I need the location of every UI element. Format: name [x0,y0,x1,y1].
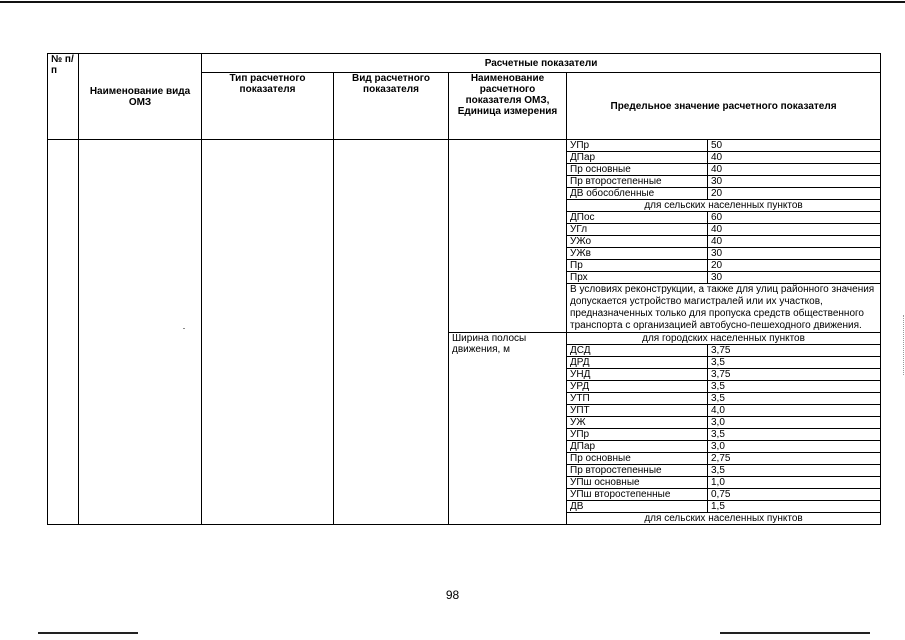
cell-value: 50 [708,140,881,152]
header-indicator-name: Наименование расчетного показателя ОМЗ, Единица измерения [449,73,567,140]
cell-value: 3,5 [708,357,881,369]
table-row [48,140,881,152]
cell-label: ДПар [567,441,708,453]
cell-label: УЖв [567,248,708,260]
cell-oms-type-empty [79,140,202,525]
scan-edge-top [0,1,905,3]
cell-lane-width: Ширина полосы движения, м [449,333,567,525]
cell-value: 3,5 [708,465,881,477]
header-calc-indicators: Расчетные показатели [202,54,881,73]
cell-label: ДВ обособленные [567,188,708,200]
cell-value: 3,5 [708,429,881,441]
scan-edge-bottom-right [720,632,870,634]
cell-label: УЖ [567,417,708,429]
cell-label: УПр [567,429,708,441]
cell-indicator-name-empty [449,140,567,333]
cell-value: 3,0 [708,441,881,453]
cell-label: УПТ [567,405,708,417]
cell-value: 40 [708,236,881,248]
header-indicator-kind: Вид расчетного показателя [334,73,449,140]
cell-no-empty [48,140,79,525]
cell-label: УТП [567,393,708,405]
cell-value: 30 [708,176,881,188]
cell-value: 20 [708,188,881,200]
cell-value: 1,0 [708,477,881,489]
cell-label: УПш основные [567,477,708,489]
cell-value: 1,5 [708,501,881,513]
cell-value: 3,75 [708,345,881,357]
cell-value: 2,75 [708,453,881,465]
cell-label: ДПар [567,152,708,164]
cell-label: УПш второстепенные [567,489,708,501]
cell-label: ДРД [567,357,708,369]
cell-label: Пр второстепенные [567,176,708,188]
cell-label: ДПос [567,212,708,224]
cell-label: УПр [567,140,708,152]
cell-value: 40 [708,224,881,236]
cell-label: Пр [567,260,708,272]
rural-heading: для сельских населенных пунктов [567,200,881,212]
cell-value: 3,5 [708,393,881,405]
header-no: № п/п [48,54,79,140]
cell-value: 60 [708,212,881,224]
header-oms-type: Наименование вида ОМЗ [79,54,202,140]
cell-label: Прх [567,272,708,284]
cell-value: 0,75 [708,489,881,501]
reconstruction-note: В условиях реконструкции, а также для улиц районного значения допускается устройство магистралей или их участков, предназначенных только для пропуска средств общественного транспорта с организацией автобусно-пешеходного движения. [567,284,881,333]
scan-edge-bottom-left [38,632,138,634]
cell-value: 40 [708,164,881,176]
cell-value: 3,75 [708,369,881,381]
cell-indicator-type-empty [202,140,334,525]
cell-label: УЖо [567,236,708,248]
page-number: 98 [445,588,460,602]
urban-heading: для городских населенных пунктов [567,333,881,345]
cell-value: 3,5 [708,381,881,393]
header-indicator-type: Тип расчетного показателя [202,73,334,140]
rural-heading-2: для сельских населенных пунктов [567,513,881,525]
cell-label: Пр основные [567,164,708,176]
cell-label: ДСД [567,345,708,357]
cell-label: УГл [567,224,708,236]
cell-indicator-kind-empty [334,140,449,525]
cell-label: ДВ [567,501,708,513]
indicators-table [47,53,881,525]
cell-value: 4,0 [708,405,881,417]
cell-label: Пр основные [567,453,708,465]
cell-value: 20 [708,260,881,272]
cell-value: 3,0 [708,417,881,429]
cell-value: 30 [708,272,881,284]
cell-label: УНД [567,369,708,381]
cell-label: УРД [567,381,708,393]
cell-value: 30 [708,248,881,260]
cell-value: 40 [708,152,881,164]
cell-label: Пр второстепенные [567,465,708,477]
header-limit-value: Предельное значение расчетного показателя [567,73,881,140]
